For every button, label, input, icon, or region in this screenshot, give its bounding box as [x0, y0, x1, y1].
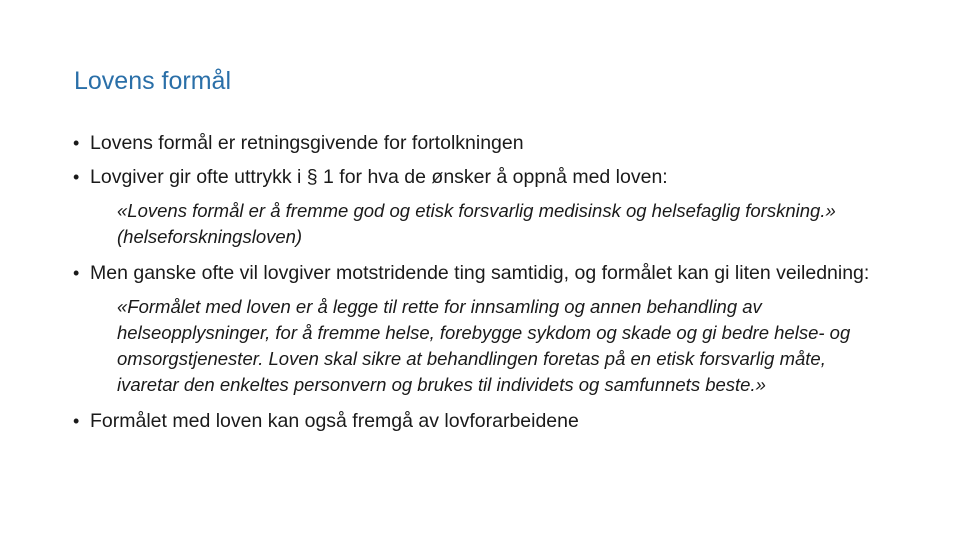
slide-title: Lovens formål [74, 67, 232, 95]
bullet-icon: • [73, 133, 80, 153]
bullet-item-preparatory-works [72, 408, 932, 434]
bullet-icon: • [73, 263, 80, 283]
bullet-text: Formålet med loven kan også fremgå av lovforarbeidene [90, 410, 579, 432]
bullet-text: Lovens formål er retningsgivende for fortolkningen [90, 132, 524, 154]
bullet-text: Lovgiver gir ofte uttrykk i § 1 for hva de ønsker å oppnå med loven: [90, 166, 668, 188]
quote-health-data-law: «Formålet med loven er å legge til rette for innsamling og annen behandling av helseopplysninger, for å fremme helse, forebygge sykdom og skade og gi bedre helse- og omsorgstjenester. Loven skal sikre at behandlingen foretas på en etisk forsvarlig måte, ivaretar den enkeltes personvern og brukes til individets og samfunnets beste.» [117, 296, 851, 395]
bullet-item-conflicting-goals [72, 260, 910, 286]
quote-helseforskningsloven: «Lovens formål er å fremme god og etisk forsvarlig medisinsk og helsefaglig forskning.» (helseforskningsloven) [117, 200, 836, 247]
bullet-text: Men ganske ofte vil lovgiver motstridende ting samtidig, og formålet kan gi liten veiledning: [90, 262, 870, 284]
slide-content [72, 130, 932, 442]
bullet-item-purpose-guiding [72, 130, 932, 156]
bullet-icon: • [73, 411, 80, 431]
bullet-icon: • [73, 167, 80, 187]
bullet-item-legislator-intent [72, 164, 932, 190]
